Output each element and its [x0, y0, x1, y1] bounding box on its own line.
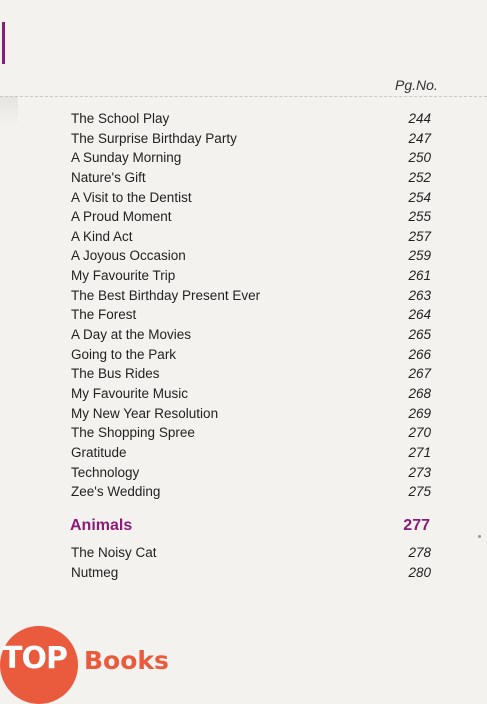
entry-title: A Kind Act	[71, 229, 133, 244]
section-heading	[70, 517, 430, 539]
toc-entry	[71, 327, 431, 346]
page-number-header: Pg.No.	[395, 77, 438, 93]
toc-entry	[71, 406, 431, 425]
toc-entry	[71, 465, 431, 484]
toc-entry	[71, 229, 431, 248]
toc-entry	[71, 445, 431, 464]
entry-page: 266	[408, 347, 431, 362]
entry-page: 270	[408, 425, 431, 440]
entry-title: Nutmeg	[71, 565, 119, 580]
entry-title: A Sunday Morning	[71, 150, 182, 165]
entry-title: Nature's Gift	[71, 170, 146, 185]
page-shadow	[0, 96, 18, 126]
entry-title: The Bus Rides	[71, 366, 160, 381]
entry-title: Technology	[71, 465, 140, 480]
entry-page: 247	[408, 131, 431, 146]
entry-page: 263	[408, 288, 431, 303]
entry-title: The Best Birthday Present Ever	[71, 288, 261, 303]
entry-page: 267	[408, 366, 431, 381]
entry-title: Zee's Wedding	[71, 484, 161, 499]
entry-title: A Proud Moment	[71, 209, 172, 224]
toc-entry	[71, 150, 431, 169]
entry-title: A Visit to the Dentist	[71, 190, 192, 205]
entry-page: 275	[408, 484, 431, 499]
entry-page: 265	[408, 327, 431, 342]
watermark-logo	[0, 618, 200, 700]
entry-title: Gratitude	[71, 445, 127, 460]
section-page: 277	[403, 517, 430, 534]
entry-page: 271	[408, 445, 431, 460]
toc-entry	[71, 307, 431, 326]
entry-title: My Favourite Trip	[71, 268, 176, 283]
entry-title: A Day at the Movies	[71, 327, 192, 342]
entry-title: The School Play	[71, 111, 170, 126]
entry-page: 261	[408, 268, 431, 283]
entry-title: The Forest	[71, 307, 137, 322]
entry-title: My New Year Resolution	[71, 406, 219, 421]
toc-entry	[71, 268, 431, 287]
entry-page: 244	[408, 111, 431, 126]
logo-books-text: Books	[84, 646, 169, 675]
entry-page: 255	[408, 209, 431, 224]
toc-entry	[71, 347, 431, 366]
entry-page: 264	[408, 307, 431, 322]
entry-page: 254	[408, 190, 431, 205]
entry-page: 280	[408, 565, 431, 580]
entry-page: 269	[408, 406, 431, 421]
entry-page: 252	[408, 170, 431, 185]
logo-top-text: TOP	[2, 641, 67, 676]
toc-entry	[71, 545, 431, 564]
entry-title: The Shopping Spree	[71, 425, 195, 440]
toc-entry	[71, 288, 431, 307]
entry-title: The Surprise Birthday Party	[71, 131, 237, 146]
toc-entry	[71, 131, 431, 150]
entry-page: 273	[408, 465, 431, 480]
entry-title: Going to the Park	[71, 347, 177, 362]
divider	[0, 96, 487, 98]
toc-entry	[71, 248, 431, 267]
toc-entry	[71, 565, 431, 584]
entry-title: A Joyous Occasion	[71, 248, 186, 263]
toc-entry	[71, 425, 431, 444]
toc-entry	[71, 209, 431, 228]
entry-page: 268	[408, 386, 431, 401]
toc-entry	[71, 111, 431, 130]
margin-mark	[2, 22, 5, 64]
entry-title: My Favourite Music	[71, 386, 189, 401]
entry-title: The Noisy Cat	[71, 545, 157, 560]
entry-page: 259	[408, 248, 431, 263]
toc-entry	[71, 190, 431, 209]
entry-page: 250	[408, 150, 431, 165]
entry-page: 278	[408, 545, 431, 560]
toc-entry	[71, 484, 431, 503]
page-speck	[478, 535, 481, 538]
section-title: Animals	[70, 517, 133, 534]
toc-entry	[71, 366, 431, 385]
entry-page: 257	[408, 229, 431, 244]
toc-entry	[71, 386, 431, 405]
toc-entry	[71, 170, 431, 189]
